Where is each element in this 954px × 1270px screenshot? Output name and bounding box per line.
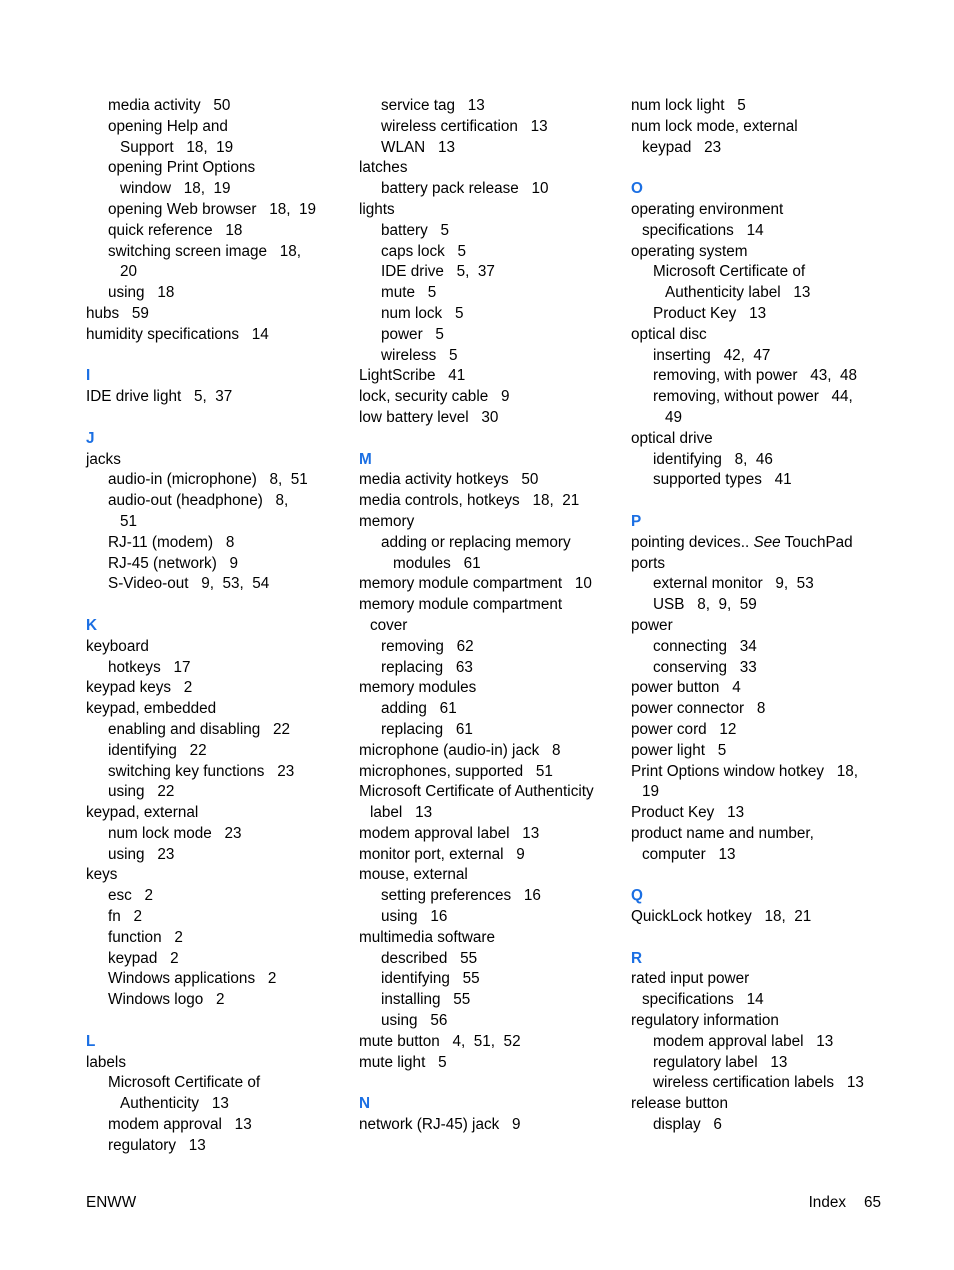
index-subentry: function 2 <box>108 928 183 946</box>
section-gap <box>631 158 893 179</box>
index-entry-text: pointing devices.. <box>631 533 754 551</box>
index-subentry: RJ-11 (modem) 8 <box>108 533 235 551</box>
index-entry: memory <box>359 512 415 530</box>
index-entry: keypad, external <box>86 804 199 822</box>
index-subentry: regulatory 13 <box>108 1136 206 1154</box>
index-subentry: battery pack release 10 <box>381 180 549 198</box>
index-subentry: setting preferences 16 <box>381 887 541 905</box>
index-entry: modem approval label 13 <box>359 824 540 842</box>
index-subentry: inserting 42, 47 <box>653 346 771 364</box>
index-entry: media activity hotkeys 50 <box>359 471 539 489</box>
index-entry: num lock light 5 <box>631 97 746 114</box>
index-entry: mute button 4, 51, 52 <box>359 1032 521 1050</box>
index-subentry: identifying 55 <box>381 970 480 988</box>
index-subentry: 20 <box>120 263 138 281</box>
section-gap <box>631 865 893 886</box>
index-entry: jacks <box>86 450 121 468</box>
index-entry: operating system <box>631 242 748 260</box>
index-subentry: label 13 <box>370 804 433 822</box>
index-column-3 <box>631 96 893 1136</box>
index-subentry: using 18 <box>108 284 175 302</box>
section-gap <box>359 1073 621 1094</box>
index-entry: IDE drive light 5, 37 <box>86 388 233 406</box>
see-reference-target: TouchPad <box>780 533 853 551</box>
index-entry: QuickLock hotkey 18, 21 <box>631 908 812 926</box>
index-entry: hubs 59 <box>86 304 149 322</box>
index-subentry: fn 2 <box>108 908 143 926</box>
section-gap <box>86 346 348 367</box>
index-subentry: esc 2 <box>108 887 154 905</box>
index-subentry: mute 5 <box>381 284 437 302</box>
index-subentry: opening Print Options <box>108 159 256 177</box>
index-subentry: quick reference 18 <box>108 221 243 239</box>
index-subentry: num lock mode 23 <box>108 824 242 842</box>
index-entry: humidity specifications 14 <box>86 325 269 343</box>
index-subentry: Authenticity 13 <box>120 1095 229 1113</box>
section-gap <box>631 491 893 512</box>
index-entry: rated input power <box>631 970 750 988</box>
index-subentry: Support 18, 19 <box>120 138 234 156</box>
index-entry: memory modules <box>359 679 477 697</box>
index-entry: keys <box>86 866 118 884</box>
index-subentry: regulatory label 13 <box>653 1053 788 1071</box>
index-entry: memory module compartment 10 <box>359 575 592 593</box>
index-entry: power cord 12 <box>631 720 737 738</box>
index-entry: low battery level 30 <box>359 408 499 426</box>
index-entry: microphones, supported 51 <box>359 762 553 780</box>
section-gap <box>359 429 621 450</box>
section-gap <box>86 1011 348 1032</box>
index-entry: optical drive <box>631 429 713 447</box>
section-gap <box>86 408 348 429</box>
index-entry: mute light 5 <box>359 1053 447 1071</box>
index-subentry: window 18, 19 <box>120 180 231 198</box>
index-entry: Print Options window hotkey 18, <box>631 762 859 780</box>
index-entry: labels <box>86 1053 126 1071</box>
index-subentry: specifications 14 <box>642 991 764 1009</box>
index-subentry: service tag 13 <box>381 97 485 114</box>
index-subentry: audio-in (microphone) 8, 51 <box>108 471 308 489</box>
index-entry: power light 5 <box>631 741 727 759</box>
index-subentry: wireless certification 13 <box>381 117 548 135</box>
index-subentry: identifying 8, 46 <box>653 450 773 468</box>
index-subentry: hotkeys 17 <box>108 658 191 676</box>
index-section-letter: O <box>631 180 643 198</box>
index-entry: monitor port, external 9 <box>359 845 525 863</box>
section-gap <box>86 595 348 616</box>
index-entry: lights <box>359 200 395 218</box>
index-subentry: WLAN 13 <box>381 138 455 156</box>
index-section-letter: Q <box>631 887 643 905</box>
index-entry: power button 4 <box>631 679 741 697</box>
index-subentry: supported types 41 <box>653 471 792 489</box>
index-entry: keyboard <box>86 637 149 655</box>
index-subentry: opening Help and <box>108 117 228 135</box>
index-entry: network (RJ-45) jack 9 <box>359 1116 521 1134</box>
footer-right <box>809 1193 881 1213</box>
index-subentry: external monitor 9, 53 <box>653 575 814 593</box>
index-section-letter: K <box>86 616 98 634</box>
index-entry: Microsoft Certificate of Authenticity <box>359 783 594 801</box>
index-subentry: opening Web browser 18, 19 <box>108 200 317 218</box>
footer-section-label: Index <box>808 1194 846 1211</box>
index-subentry: Product Key 13 <box>653 304 767 322</box>
index-subentry: adding or replacing memory <box>381 533 571 551</box>
index-entry: LightScribe 41 <box>359 367 466 385</box>
index-subentry: media activity 50 <box>108 97 231 114</box>
index-entry: keypad, embedded <box>86 700 217 718</box>
index-subentry: Authenticity label 13 <box>665 284 811 302</box>
index-subentry: caps lock 5 <box>381 242 467 260</box>
index-subentry: described 55 <box>381 949 478 967</box>
footer-left-label: ENWW <box>86 1194 137 1211</box>
index-entry: operating environment <box>631 200 784 218</box>
index-subentry: using 16 <box>381 908 448 926</box>
index-entry: lock, security cable 9 <box>359 388 510 406</box>
index-subentry: power 5 <box>381 325 444 343</box>
index-subentry: removing, without power 44, <box>653 388 853 406</box>
section-gap <box>631 928 893 949</box>
index-subentry: specifications 14 <box>642 221 764 239</box>
index-subentry: USB 8, 9, 59 <box>653 596 757 614</box>
index-entry: num lock mode, external <box>631 117 798 135</box>
index-entry: media controls, hotkeys 18, 21 <box>359 492 580 510</box>
index-subentry: computer 13 <box>642 845 736 863</box>
index-subentry: conserving 33 <box>653 658 757 676</box>
index-subentry: modem approval 13 <box>108 1116 252 1134</box>
index-entry: optical disc <box>631 325 707 343</box>
index-subentry: keypad 2 <box>108 949 179 967</box>
index-subentry: removing, with power 43, 48 <box>653 367 858 385</box>
index-section-letter: L <box>86 1032 96 1050</box>
index-entry: regulatory information <box>631 1012 779 1030</box>
index-subentry: Microsoft Certificate of <box>108 1074 261 1092</box>
index-subentry: wireless certification labels 13 <box>653 1074 864 1092</box>
index-entry: multimedia software <box>359 928 496 946</box>
index-entry: latches <box>359 159 408 177</box>
index-subentry: removing 62 <box>381 637 474 655</box>
index-subentry: modem approval label 13 <box>653 1032 834 1050</box>
index-section-letter: P <box>631 512 642 530</box>
index-entry <box>631 533 893 554</box>
index-entry: memory module compartment <box>359 596 563 614</box>
page-number: 65 <box>863 1194 881 1211</box>
index-entry: mouse, external <box>359 866 468 884</box>
index-entry: product name and number, <box>631 824 814 842</box>
index-section-letter: M <box>359 450 372 468</box>
index-subentry: audio-out (headphone) 8, <box>108 492 289 510</box>
index-subentry: using 22 <box>108 783 175 801</box>
index-subentry: using 56 <box>381 1012 448 1030</box>
index-subentry: adding 61 <box>381 700 457 718</box>
index-entry: keypad keys 2 <box>86 679 193 697</box>
index-subentry: 19 <box>642 783 660 801</box>
index-subentry: RJ-45 (network) 9 <box>108 554 239 572</box>
index-subentry: installing 55 <box>381 991 471 1009</box>
index-subentry: replacing 63 <box>381 658 473 676</box>
index-subentry: S-Video-out 9, 53, 54 <box>108 575 270 593</box>
index-subentry: replacing 61 <box>381 720 473 738</box>
index-subentry: connecting 34 <box>653 637 757 655</box>
index-subentry: cover <box>370 616 408 634</box>
index-subentry: switching screen image 18, <box>108 242 302 260</box>
index-subentry: 51 <box>120 512 138 530</box>
index-entry: Product Key 13 <box>631 804 745 822</box>
index-column-2 <box>359 96 621 1136</box>
index-entry: power <box>631 616 673 634</box>
index-column-1 <box>86 96 348 1157</box>
index-subentry: 49 <box>665 408 683 426</box>
index-entry: ports <box>631 554 666 572</box>
index-subentry: Windows logo 2 <box>108 991 225 1009</box>
index-entry: power connector 8 <box>631 700 766 718</box>
index-section-letter: J <box>86 429 95 447</box>
index-section-letter: N <box>359 1095 371 1113</box>
index-entry: release button <box>631 1095 728 1113</box>
index-subentry: enabling and disabling 22 <box>108 720 291 738</box>
index-subentry: Windows applications 2 <box>108 970 277 988</box>
index-subentry: Microsoft Certificate of <box>653 263 806 281</box>
index-subentry: switching key functions 23 <box>108 762 295 780</box>
index-subentry: num lock 5 <box>381 304 464 322</box>
index-entry: microphone (audio-in) jack 8 <box>359 741 561 759</box>
see-reference-label: See <box>753 533 781 551</box>
index-subentry: identifying 22 <box>108 741 207 759</box>
index-subentry: IDE drive 5, 37 <box>381 263 495 281</box>
index-subentry: display 6 <box>653 1116 722 1134</box>
index-subentry: battery 5 <box>381 221 450 239</box>
index-section-letter: R <box>631 949 643 967</box>
index-subentry: modules 61 <box>393 554 481 572</box>
index-subentry: using 23 <box>108 845 175 863</box>
index-subentry: keypad 23 <box>642 138 722 156</box>
index-section-letter: I <box>86 367 91 385</box>
index-subentry: wireless 5 <box>381 346 458 364</box>
